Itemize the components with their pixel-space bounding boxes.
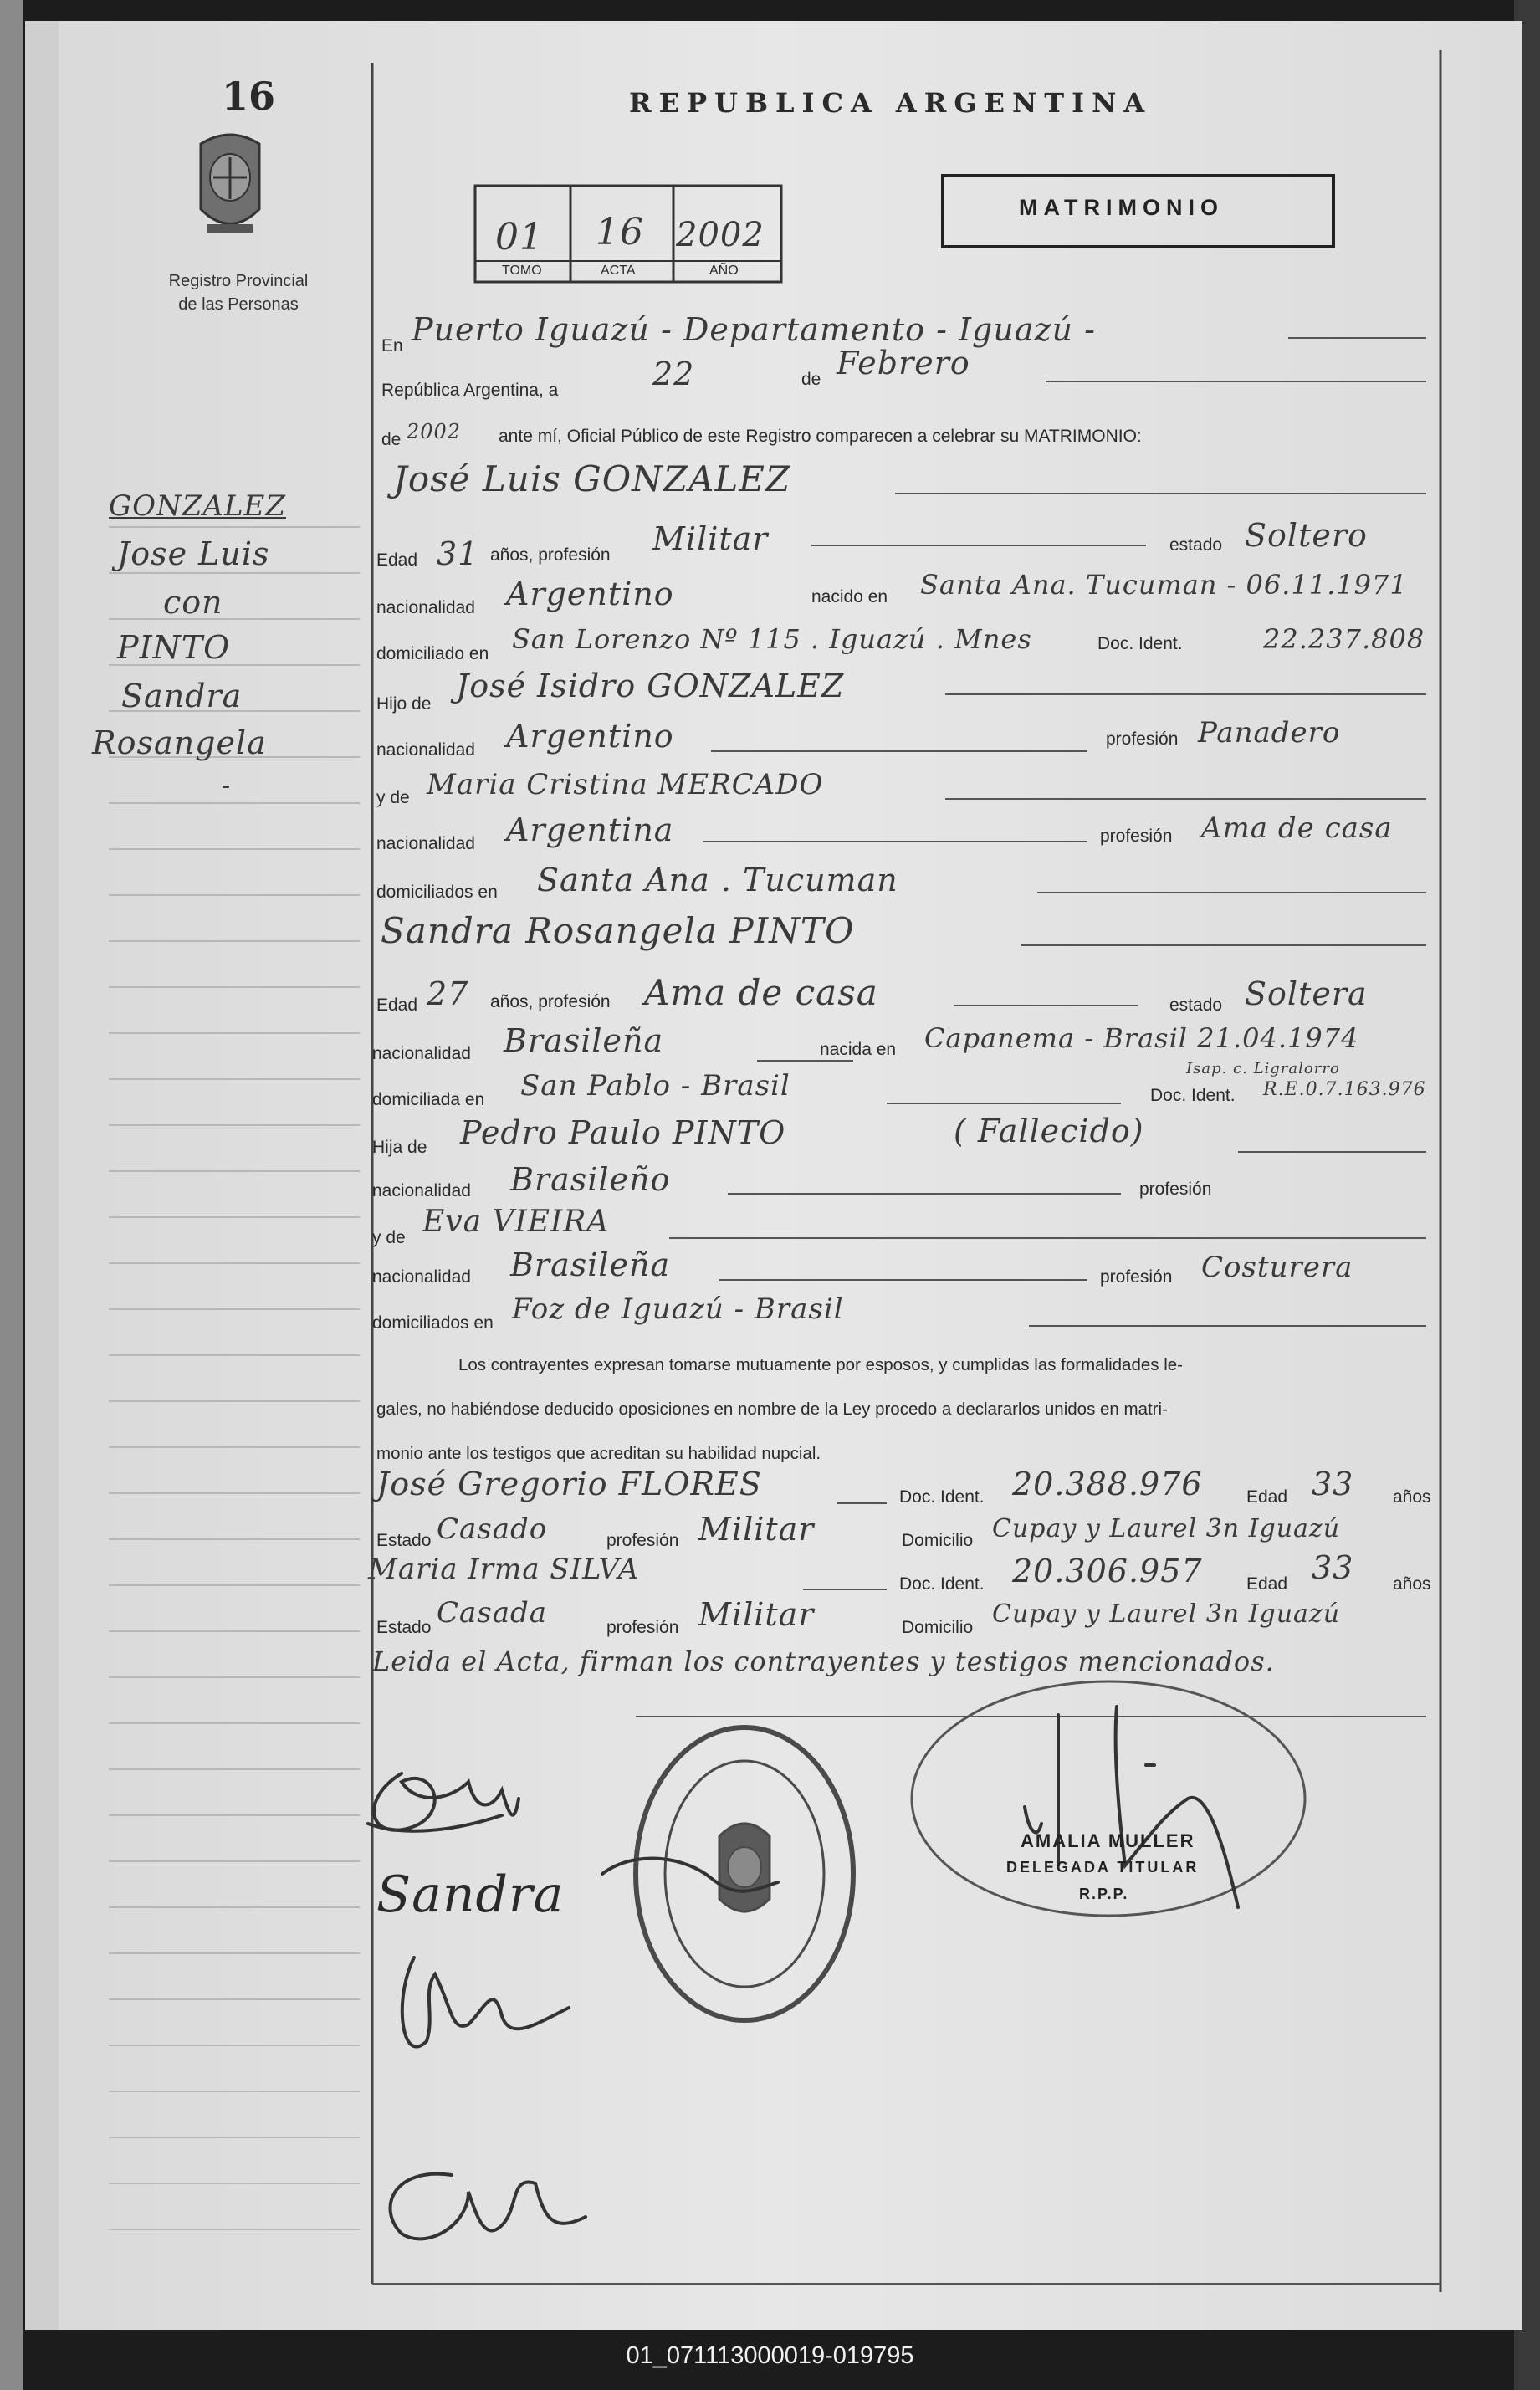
groom-profession: Militar xyxy=(652,520,769,557)
bride-doc: R.E.0.7.163.976 xyxy=(1263,1079,1426,1100)
margin-note-line: Sandra xyxy=(121,678,243,714)
bride-yde-label: y de xyxy=(372,1228,406,1247)
bride-father-prof-label: profesión xyxy=(1139,1180,1212,1199)
page-number: 16 xyxy=(222,74,276,119)
groom-estado: Soltero xyxy=(1245,517,1368,554)
declaration-line: gales, no habiéndose deducido oposiciones en nombre de la Ley procedo a declararlos unidos en matri- xyxy=(376,1400,1168,1419)
parents-dom-label: domiciliados en xyxy=(376,883,498,902)
groom-mother: Maria Cristina MERCADO xyxy=(427,768,824,801)
groom-estado-label: estado xyxy=(1169,535,1223,555)
witness1-edad-label: Edad xyxy=(1246,1487,1288,1507)
witness2-edad-label: Edad xyxy=(1246,1574,1288,1594)
marriage-day: 22 xyxy=(652,356,695,392)
witness1-address: Cupay y Laurel 3n Iguazú xyxy=(992,1514,1341,1543)
witness2-estado: Casada xyxy=(437,1596,548,1630)
margin-note-line: Jose Luis xyxy=(117,535,270,572)
witness2-doc: 20.306.957 xyxy=(1012,1553,1203,1589)
bride-father: Pedro Paulo PINTO xyxy=(460,1114,786,1151)
country-title: REPUBLICA ARGENTINA xyxy=(629,87,1153,119)
yde-label: y de xyxy=(376,788,410,807)
bride-mother: Eva VIEIRA xyxy=(422,1205,610,1239)
bride-doc-label: Doc. Ident. xyxy=(1150,1086,1236,1105)
bride-nac-label: nacionalidad xyxy=(372,1044,471,1063)
bride-father-nationality: Brasileño xyxy=(510,1161,671,1198)
page xyxy=(25,21,1522,2330)
witness2-estado-label: Estado xyxy=(376,1618,432,1637)
mother-nac-label: nacionalidad xyxy=(376,834,475,853)
groom-father: José Isidro GONZALEZ xyxy=(456,668,845,704)
margin-note-line: GONZALEZ xyxy=(109,489,286,523)
bride-father-nac-label: nacionalidad xyxy=(372,1181,471,1200)
bride-estado-label: estado xyxy=(1169,995,1223,1015)
groom-mother-nationality: Argentina xyxy=(506,811,674,848)
groom-anos-label: años, profesión xyxy=(490,545,611,565)
groom-birth: Santa Ana. Tucuman - 06.11.1971 xyxy=(920,569,1408,601)
bride-estado: Soltera xyxy=(1245,975,1368,1012)
witness1-estado-label: Estado xyxy=(376,1531,432,1550)
groom-address: San Lorenzo Nº 115 . Iguazú . Mnes xyxy=(512,623,1032,655)
groom-hijo-label: Hijo de xyxy=(376,694,432,714)
intro-sentence: ante mí, Oficial Público de este Registro comparecen a celebrar su MATRIMONIO: xyxy=(499,427,1142,446)
bride-profession: Ama de casa xyxy=(644,972,878,1013)
footer-id: 01_071113000019-019795 xyxy=(626,2342,914,2369)
groom-dom-label: domiciliado en xyxy=(376,644,489,663)
witness2-profession: Militar xyxy=(698,1596,815,1633)
groom-parents-address: Santa Ana . Tucuman xyxy=(537,862,898,898)
stamp-name: AMALIA MULLER xyxy=(1021,1830,1195,1851)
republica-label: República Argentina, a xyxy=(381,381,559,400)
bride-hija-label: Hija de xyxy=(372,1138,427,1157)
bride-name: Sandra Rosangela PINTO xyxy=(381,910,855,951)
witness1-doc-label: Doc. Ident. xyxy=(899,1487,985,1507)
witness1-dom-label: Domicilio xyxy=(902,1531,974,1550)
declaration-line: Los contrayentes expresan tomarse mutuamente por esposos, y cumplidas las formalidades le- xyxy=(458,1355,1183,1374)
tomo-label: TOMO xyxy=(502,264,542,278)
bride-nacida-label: nacida en xyxy=(820,1040,897,1059)
groom-nac-label: nacionalidad xyxy=(376,598,475,617)
marriage-year: 2002 xyxy=(407,420,462,443)
groom-edad-label: Edad xyxy=(376,550,418,570)
tomo-value: 01 xyxy=(495,216,544,258)
bride-anos-label: años, profesión xyxy=(490,992,611,1011)
witness1-doc: 20.388.976 xyxy=(1012,1466,1203,1502)
ano-label: AÑO xyxy=(709,264,739,278)
groom-nationality: Argentino xyxy=(506,576,674,612)
bride-parents-address: Foz de Iguazú - Brasil xyxy=(512,1292,844,1326)
marriage-place: Puerto Iguazú - Departamento - Iguazú - xyxy=(412,311,1096,348)
en-label: En xyxy=(381,336,403,356)
bride-edad-label: Edad xyxy=(376,995,418,1015)
groom-age: 31 xyxy=(437,535,479,572)
bride-parents-dom-label: domiciliados en xyxy=(372,1313,494,1333)
witness2-doc-label: Doc. Ident. xyxy=(899,1574,985,1594)
witness2-age: 33 xyxy=(1312,1549,1354,1586)
declaration-line: monio ante los testigos que acreditan su habilidad nupcial. xyxy=(376,1444,821,1463)
bride-address: San Pablo - Brasil xyxy=(520,1069,790,1103)
groom-doc-label: Doc. Ident. xyxy=(1097,634,1183,653)
stamp-role: DELEGADA TITULAR xyxy=(1006,1859,1200,1876)
stamp-office: R.P.P. xyxy=(1079,1886,1129,1902)
witness1-anos: años xyxy=(1393,1487,1431,1507)
ano-value: 2002 xyxy=(676,216,765,254)
de-label: de xyxy=(801,370,821,389)
groom-doc: 22.237.808 xyxy=(1263,623,1425,655)
groom-mother-profession: Ama de casa xyxy=(1201,811,1393,845)
bride-birth-note: Isap. c. Ligralorro xyxy=(1186,1060,1340,1077)
bride-mother-profession: Costurera xyxy=(1201,1251,1353,1284)
bride-mother-prof-label: profesión xyxy=(1100,1267,1173,1287)
witness2-anos: años xyxy=(1393,1574,1431,1594)
father-prof-label: profesión xyxy=(1106,729,1179,749)
witness1-age: 33 xyxy=(1312,1466,1354,1502)
groom-nacido-label: nacido en xyxy=(811,587,888,606)
bride-mother-nationality: Brasileña xyxy=(510,1246,671,1283)
mother-prof-label: profesión xyxy=(1100,827,1173,846)
marriage-month: Febrero xyxy=(837,345,970,381)
bride-signature: Sandra xyxy=(376,1865,565,1924)
bride-age: 27 xyxy=(427,975,469,1012)
bride-father-note: ( Fallecido) xyxy=(954,1113,1144,1149)
groom-father-profession: Panadero xyxy=(1198,716,1341,750)
groom-name: José Luis GONZALEZ xyxy=(393,458,791,499)
registry-name: Registro Provincial de las Personas xyxy=(168,272,309,314)
de-label: de xyxy=(381,430,402,449)
acta-value: 16 xyxy=(596,211,644,253)
acta-label: ACTA xyxy=(601,264,636,278)
margin-note-line: Rosangela xyxy=(92,724,267,761)
witness2-name: Maria Irma SILVA xyxy=(368,1553,640,1586)
margin-note-line: - xyxy=(222,771,232,801)
record-type: MATRIMONIO xyxy=(1019,195,1224,220)
witness1-name: José Gregorio FLORES xyxy=(376,1466,762,1502)
witness1-prof-label: profesión xyxy=(606,1531,679,1550)
closing-text: Leida el Acta, firman los contrayentes y testigos mencionados. xyxy=(372,1645,1275,1677)
bride-nationality: Brasileña xyxy=(504,1022,664,1059)
bride-birth: Capanema - Brasil 21.04.1974 xyxy=(924,1022,1359,1054)
father-nac-label: nacionalidad xyxy=(376,740,475,760)
margin-note-line: con xyxy=(163,584,223,621)
witness2-address: Cupay y Laurel 3n Iguazú xyxy=(992,1599,1341,1629)
bride-mother-nac-label: nacionalidad xyxy=(372,1267,471,1287)
witness1-profession: Militar xyxy=(698,1511,815,1548)
witness2-prof-label: profesión xyxy=(606,1618,679,1637)
groom-father-nationality: Argentino xyxy=(506,718,674,755)
witness2-dom-label: Domicilio xyxy=(902,1618,974,1637)
margin-note-line: PINTO xyxy=(117,629,231,666)
registry-crest-icon xyxy=(201,135,259,233)
witness1-estado: Casado xyxy=(437,1512,548,1546)
bride-dom-label: domiciliada en xyxy=(372,1090,485,1109)
